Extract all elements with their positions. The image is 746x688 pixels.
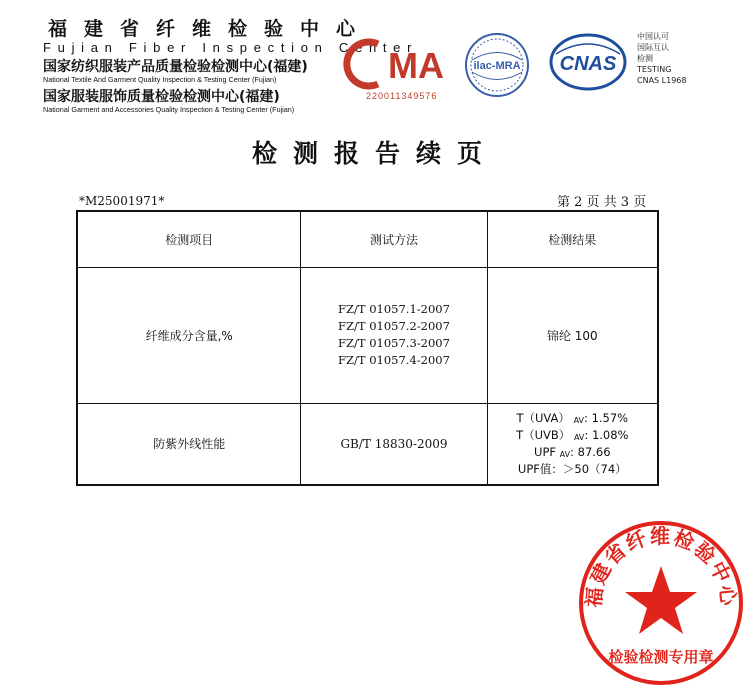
header-test-item: 检测项目: [77, 211, 301, 267]
ilac-logo-text: ilac-MRA: [473, 60, 521, 72]
accreditation-line: 检测: [637, 54, 653, 63]
row-result: [487, 403, 658, 485]
header-test-result: 检测结果: [487, 211, 658, 267]
center2-name-cn: 国家服装服饰质量检验检测中心(福建): [43, 89, 280, 105]
row-method: GB/T 18830-2009: [301, 403, 487, 485]
official-seal-icon: [576, 518, 746, 688]
cnas-logo-icon: [548, 32, 628, 92]
accreditation-line: 中国认可: [637, 32, 669, 41]
letterhead: [0, 0, 734, 120]
table-row: [77, 403, 658, 485]
seal-text: 福建省纤维检验中心: [581, 524, 741, 609]
row-item: 纤维成分含量,%: [77, 267, 301, 403]
cma-logo-icon: [360, 38, 450, 90]
org-name-en: Fujian Fiber Inspection Center: [43, 40, 419, 55]
row-result: 锦纶 100: [487, 267, 658, 403]
method-line: FZ/T 01057.2-2007: [338, 319, 450, 333]
cma-logo-text: MA: [388, 45, 444, 86]
header-test-method: 测试方法: [301, 211, 487, 267]
upf-rating-line: UPF值：＞50（74）: [517, 462, 627, 477]
uva-line: T（UVA） $_{AV}$: 1.57%: [516, 411, 629, 426]
center-name-en: National Textile And Garment Quality Inspection & Testing Center (Fujian): [43, 75, 277, 84]
upf-line: UPF $_{AV}$: 87.66: [534, 445, 611, 460]
center-name-cn: 国家纺织服装产品质量检验检测中心(福建): [43, 59, 308, 75]
center2-name-en: National Garment and Accessories Quality Inspection & Testing Center (Fujian): [43, 105, 295, 114]
row-item: 防紫外线性能: [77, 403, 301, 485]
accreditation-line: TESTING: [637, 65, 672, 74]
accreditation-line: 国际互认: [637, 43, 669, 52]
table-header-row: [77, 211, 658, 267]
row-method: [301, 267, 487, 403]
report-number: *M25001971*: [79, 194, 165, 208]
cma-number: 220011349576: [366, 91, 438, 101]
method-line: FZ/T 01057.3-2007: [338, 336, 450, 350]
method-line: FZ/T 01057.1-2007: [338, 302, 450, 316]
ilac-mra-logo-icon: [462, 30, 532, 100]
report-title: 检测报告续页: [251, 139, 498, 168]
page-indicator: 第 2 页 共 3 页: [557, 195, 647, 210]
seal-bottom-text: 检验检测专用章: [608, 648, 714, 666]
test-results-table: [76, 210, 659, 486]
accreditation-line: CNAS L1968: [637, 76, 687, 85]
uvb-line: T（UVB） $_{AV}$: 1.08%: [516, 428, 629, 443]
method-line: FZ/T 01057.4-2007: [338, 353, 450, 367]
accreditation-text: [637, 31, 686, 86]
cnas-logo-text: CNAS: [559, 53, 617, 75]
table-row: [77, 267, 658, 403]
org-name-cn: 福建省纤维检验中心: [48, 18, 373, 40]
